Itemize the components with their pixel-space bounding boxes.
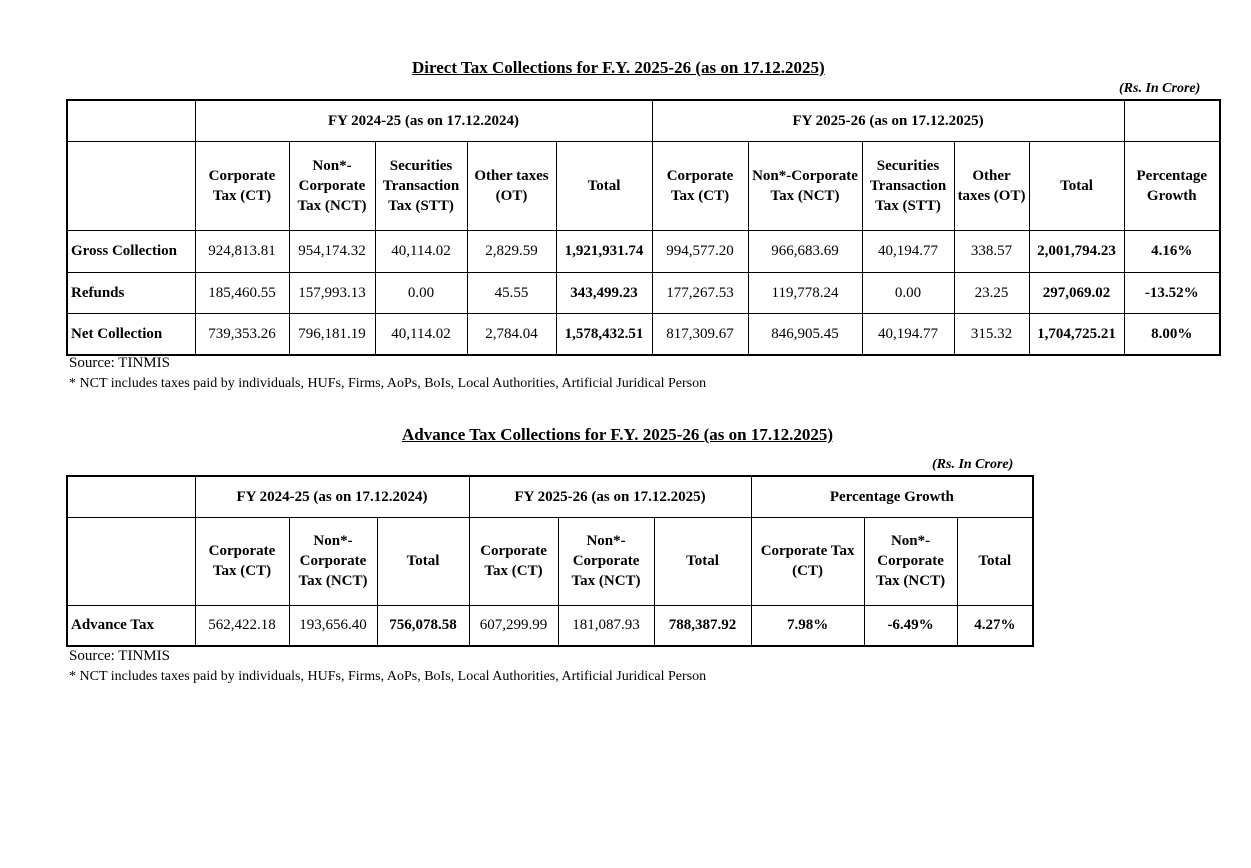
- advance-group-growth: Percentage Growth: [751, 476, 1033, 517]
- direct-label-header: [67, 141, 195, 230]
- row-label: Refunds: [67, 272, 195, 313]
- table-cell: 607,299.99: [469, 605, 558, 646]
- direct-h-ot-2526: Other taxes (OT): [954, 141, 1029, 230]
- table-cell-growth: 4.16%: [1124, 230, 1220, 272]
- table-cell-growth: -13.52%: [1124, 272, 1220, 313]
- table-cell: 0.00: [862, 272, 954, 313]
- advance-unit-label: (Rs. In Crore): [932, 457, 1014, 472]
- direct-h-nct-2526: Non*-Corporate Tax (NCT): [748, 141, 862, 230]
- table-cell-total: 1,921,931.74: [556, 230, 652, 272]
- table-row: [67, 313, 1220, 355]
- direct-corner-cell: [67, 100, 195, 141]
- table-cell-total: 343,499.23: [556, 272, 652, 313]
- table-cell: 338.57: [954, 230, 1029, 272]
- table-cell-growth: 4.27%: [957, 605, 1033, 646]
- table-cell: 562,422.18: [195, 605, 289, 646]
- advance-group-fy2425: FY 2024-25 (as on 17.12.2024): [195, 476, 469, 517]
- table-cell: 177,267.53: [652, 272, 748, 313]
- table-row: [67, 605, 1033, 646]
- table-cell: 924,813.81: [195, 230, 289, 272]
- table-cell-total: 756,078.58: [377, 605, 469, 646]
- direct-source-note: Source: TINMIS: [69, 355, 170, 371]
- table-row: [67, 230, 1220, 272]
- table-cell: 817,309.67: [652, 313, 748, 355]
- table-cell: 181,087.93: [558, 605, 654, 646]
- direct-h-growth: Percentage Growth: [1124, 141, 1220, 230]
- advance-footnote: * NCT includes taxes paid by individuals, HUFs, Firms, AoPs, BoIs, Local Authorities, Artificial Juridical Person: [69, 669, 707, 684]
- advance-column-header-row: [67, 517, 1033, 605]
- advance-tax-title: Advance Tax Collections for F.Y. 2025-26 (as on 17.12.2025): [402, 425, 834, 444]
- direct-unit-label: (Rs. In Crore): [1119, 81, 1201, 96]
- direct-h-stt-2425: Securities Transaction Tax (STT): [375, 141, 467, 230]
- advance-tax-table: [66, 475, 1034, 647]
- table-cell: 315.32: [954, 313, 1029, 355]
- table-cell: 40,194.77: [862, 230, 954, 272]
- table-cell-total: 297,069.02: [1029, 272, 1124, 313]
- direct-h-ct-2425: Corporate Tax (CT): [195, 141, 289, 230]
- advance-h-ct-2526: Corporate Tax (CT): [469, 517, 558, 605]
- table-cell: 954,174.32: [289, 230, 375, 272]
- direct-h-nct-2425: Non*-Corporate Tax (NCT): [289, 141, 375, 230]
- direct-group-fy2526: FY 2025-26 (as on 17.12.2025): [652, 100, 1124, 141]
- table-cell-growth: -6.49%: [864, 605, 957, 646]
- table-cell-total: 2,001,794.23: [1029, 230, 1124, 272]
- table-cell-total: 1,578,432.51: [556, 313, 652, 355]
- direct-h-ot-2425: Other taxes (OT): [467, 141, 556, 230]
- direct-group-header-row: [67, 100, 1220, 141]
- advance-h-total-2425: Total: [377, 517, 469, 605]
- direct-footnote: * NCT includes taxes paid by individuals, HUFs, Firms, AoPs, BoIs, Local Authorities, Artificial Juridical Person: [69, 376, 707, 391]
- advance-h-growth-total: Total: [957, 517, 1033, 605]
- table-cell: 119,778.24: [748, 272, 862, 313]
- row-label: Net Collection: [67, 313, 195, 355]
- table-cell: 966,683.69: [748, 230, 862, 272]
- table-cell: 2,829.59: [467, 230, 556, 272]
- direct-group-empty: [1124, 100, 1220, 141]
- advance-h-growth-nct: Non*-Corporate Tax (NCT): [864, 517, 957, 605]
- table-cell: 23.25: [954, 272, 1029, 313]
- table-cell: 157,993.13: [289, 272, 375, 313]
- table-cell: 40,194.77: [862, 313, 954, 355]
- table-cell-growth: 7.98%: [751, 605, 864, 646]
- advance-source-note: Source: TINMIS: [69, 648, 170, 664]
- table-cell: 796,181.19: [289, 313, 375, 355]
- advance-h-growth-ct: Corporate Tax (CT): [751, 517, 864, 605]
- advance-label-header: [67, 517, 195, 605]
- direct-h-ct-2526: Corporate Tax (CT): [652, 141, 748, 230]
- direct-group-fy2425: FY 2024-25 (as on 17.12.2024): [195, 100, 652, 141]
- row-label: Gross Collection: [67, 230, 195, 272]
- advance-h-nct-2425: Non*-Corporate Tax (NCT): [289, 517, 377, 605]
- direct-tax-table: [66, 99, 1221, 356]
- table-cell-total: 788,387.92: [654, 605, 751, 646]
- row-label: Advance Tax: [67, 605, 195, 646]
- direct-h-total-2526: Total: [1029, 141, 1124, 230]
- table-cell-total: 1,704,725.21: [1029, 313, 1124, 355]
- advance-group-fy2526: FY 2025-26 (as on 17.12.2025): [469, 476, 751, 517]
- table-cell: 40,114.02: [375, 313, 467, 355]
- advance-h-total-2526: Total: [654, 517, 751, 605]
- table-cell: 45.55: [467, 272, 556, 313]
- advance-group-header-row: [67, 476, 1033, 517]
- table-cell-growth: 8.00%: [1124, 313, 1220, 355]
- direct-h-total-2425: Total: [556, 141, 652, 230]
- advance-h-nct-2526: Non*-Corporate Tax (NCT): [558, 517, 654, 605]
- table-cell: 739,353.26: [195, 313, 289, 355]
- advance-corner-cell: [67, 476, 195, 517]
- advance-h-ct-2425: Corporate Tax (CT): [195, 517, 289, 605]
- table-cell: 185,460.55: [195, 272, 289, 313]
- table-cell: 0.00: [375, 272, 467, 313]
- table-cell: 193,656.40: [289, 605, 377, 646]
- direct-tax-title: Direct Tax Collections for F.Y. 2025-26 (as on 17.12.2025): [412, 58, 825, 77]
- direct-h-stt-2526: Securities Transaction Tax (STT): [862, 141, 954, 230]
- direct-column-header-row: [67, 141, 1220, 230]
- table-cell: 40,114.02: [375, 230, 467, 272]
- table-cell: 994,577.20: [652, 230, 748, 272]
- table-cell: 846,905.45: [748, 313, 862, 355]
- table-cell: 2,784.04: [467, 313, 556, 355]
- table-row: [67, 272, 1220, 313]
